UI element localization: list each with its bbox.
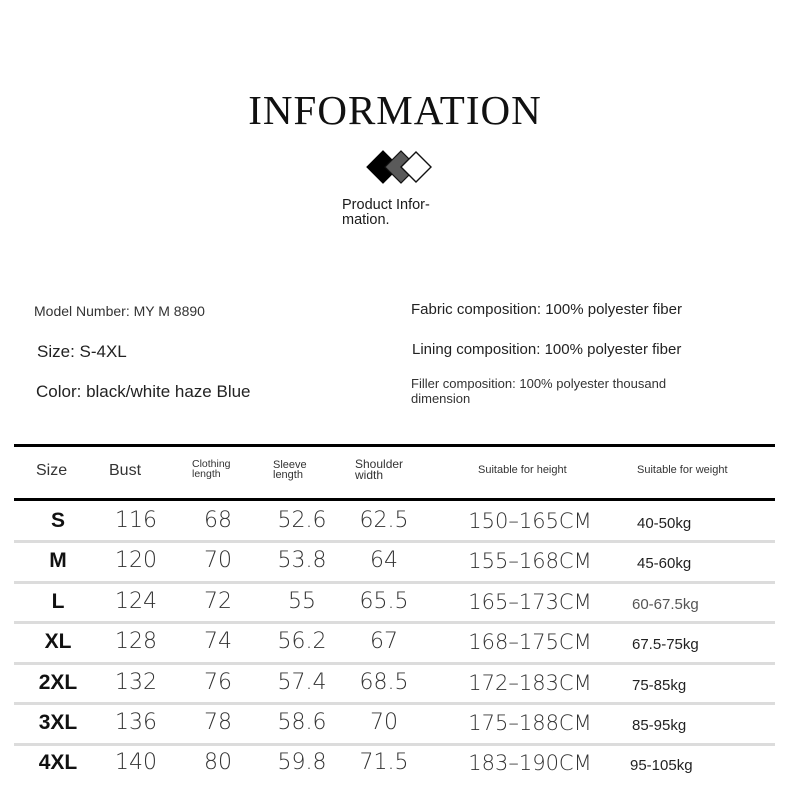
cell-bust: 140 — [115, 750, 157, 775]
cell-weight: 75-85kg — [632, 677, 687, 694]
cell-clothing-length: 68 — [204, 508, 232, 533]
cell-sleeve-length: 53.8 — [277, 548, 327, 573]
cell-size: XL — [44, 630, 72, 653]
cell-size: L — [51, 590, 65, 613]
cell-height: 172–183CM — [468, 671, 592, 695]
cell-clothing-length: 74 — [204, 629, 232, 654]
cell-shoulder-width: 67 — [370, 629, 398, 654]
cell-shoulder-width: 65.5 — [359, 589, 409, 614]
table-row — [0, 750, 790, 790]
table-row — [0, 710, 790, 750]
cell-shoulder-width: 62.5 — [359, 508, 409, 533]
cell-sleeve-length: 58.6 — [277, 710, 327, 735]
subtitle-line-2: mation. — [342, 212, 390, 228]
cell-height: 183–190CM — [468, 751, 592, 775]
filler-composition: Filler composition: 100% polyester thousand dimension — [411, 376, 667, 406]
cell-sleeve-length: 52.6 — [277, 508, 327, 533]
cell-weight: 60-67.5kg — [632, 596, 699, 613]
cell-height: 168–175CM — [468, 630, 592, 654]
cell-sleeve-length: 55 — [288, 589, 316, 614]
header-bust: Bust — [109, 462, 142, 479]
header-size: Size — [36, 462, 68, 479]
cell-size: 2XL — [38, 671, 78, 694]
table-row — [0, 508, 790, 548]
header-height: Suitable for height — [478, 464, 567, 476]
table-top-rule — [14, 444, 775, 447]
header-shoulder-width: Shoulder width — [355, 457, 404, 482]
cell-weight: 95-105kg — [630, 757, 693, 774]
cell-height: 165–173CM — [468, 590, 592, 614]
cell-sleeve-length: 56.2 — [277, 629, 327, 654]
cell-clothing-length: 80 — [204, 750, 232, 775]
cell-clothing-length: 76 — [204, 670, 232, 695]
header-clothing-length: Clothing length — [192, 458, 231, 480]
cell-size: S — [50, 509, 65, 532]
fabric-composition: Fabric composition: 100% polyester fiber — [411, 301, 682, 318]
subtitle-line-1: Product Infor- — [342, 197, 430, 213]
header-weight: Suitable for weight — [637, 464, 728, 476]
cell-shoulder-width: 64 — [370, 548, 398, 573]
cell-height: 155–168CM — [468, 549, 592, 573]
header-sleeve-length: Sleeve length — [273, 459, 307, 481]
cell-bust: 120 — [115, 548, 157, 573]
table-row — [0, 589, 790, 629]
cell-size: 4XL — [38, 751, 78, 774]
cell-clothing-length: 78 — [204, 710, 232, 735]
cell-height: 150–165CM — [468, 509, 592, 533]
cell-height: 175–188CM — [468, 711, 592, 735]
diamonds-logo-icon — [366, 149, 436, 185]
cell-shoulder-width: 71.5 — [359, 750, 409, 775]
cell-weight: 67.5-75kg — [632, 636, 699, 653]
lining-composition: Lining composition: 100% polyester fiber — [412, 341, 682, 358]
table-row — [0, 670, 790, 710]
cell-shoulder-width: 70 — [370, 710, 398, 735]
cell-shoulder-width: 68.5 — [359, 670, 409, 695]
size-range: Size: S-4XL — [37, 342, 127, 361]
model-number: Model Number: MY M 8890 — [34, 303, 205, 319]
page-title: INFORMATION — [248, 87, 542, 133]
table-header-rule — [14, 498, 775, 501]
cell-bust: 116 — [115, 508, 157, 533]
cell-bust: 136 — [115, 710, 157, 735]
cell-weight: 40-50kg — [637, 515, 692, 532]
cell-bust: 124 — [115, 589, 157, 614]
cell-size: 3XL — [38, 711, 78, 734]
cell-bust: 132 — [115, 670, 157, 695]
table-row — [0, 548, 790, 588]
cell-clothing-length: 72 — [204, 589, 232, 614]
subtitle — [342, 198, 430, 228]
cell-weight: 45-60kg — [637, 555, 692, 572]
cell-sleeve-length: 59.8 — [277, 750, 327, 775]
cell-sleeve-length: 57.4 — [277, 670, 327, 695]
cell-clothing-length: 70 — [204, 548, 232, 573]
cell-weight: 85-95kg — [632, 717, 687, 734]
cell-bust: 128 — [115, 629, 157, 654]
cell-size: M — [49, 549, 67, 572]
color-info: Color: black/white haze Blue — [36, 382, 251, 401]
table-row — [0, 629, 790, 669]
